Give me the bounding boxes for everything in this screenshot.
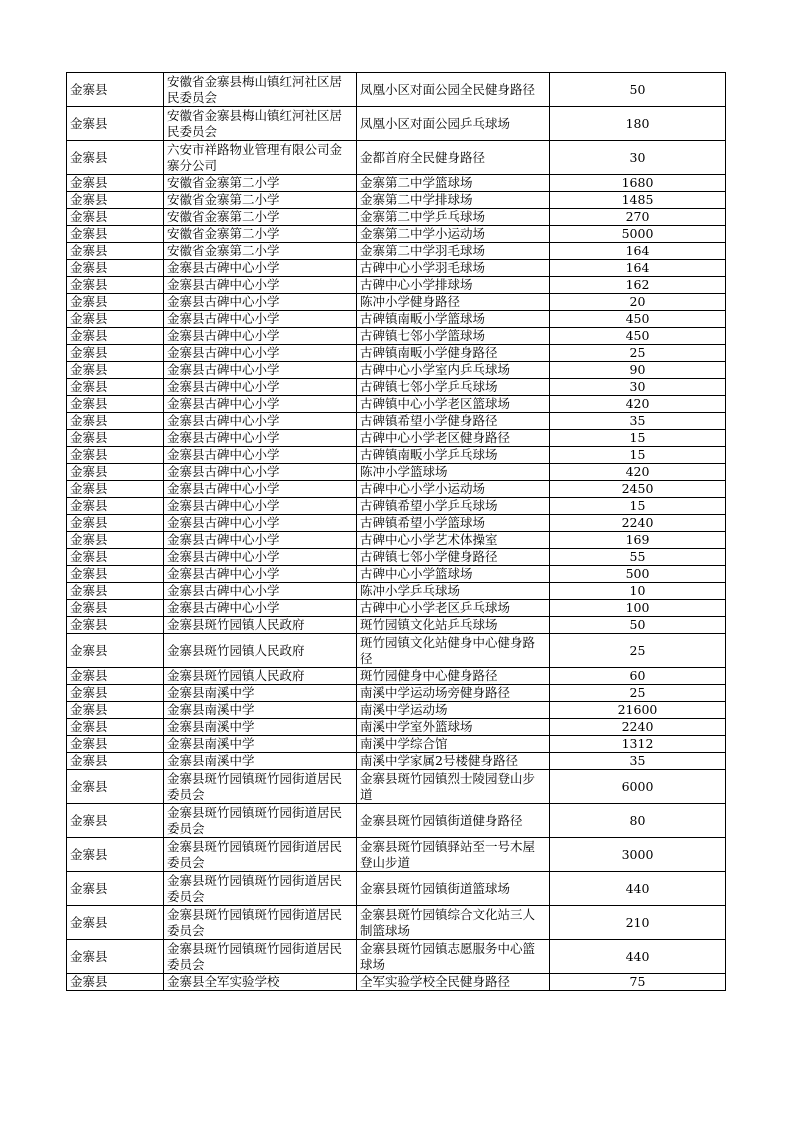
unit-cell: 金寨县古碑中心小学 [164, 328, 357, 345]
area-cell: 1485 [550, 192, 726, 209]
venue-cell: 金寨第二中学篮球场 [357, 175, 550, 192]
unit-cell: 金寨县古碑中心小学 [164, 277, 357, 294]
table-row [67, 481, 726, 498]
area-cell: 15 [550, 447, 726, 464]
venue-cell: 金寨县斑竹园镇街道篮球场 [357, 872, 550, 906]
table-row [67, 770, 726, 804]
unit-cell: 金寨县古碑中心小学 [164, 600, 357, 617]
venue-cell: 古碑中心小学室内乒乓球场 [357, 362, 550, 379]
table-row [67, 804, 726, 838]
area-cell: 20 [550, 294, 726, 311]
county-cell: 金寨县 [67, 617, 164, 634]
venue-cell: 南溪中学室外篮球场 [357, 719, 550, 736]
county-cell: 金寨县 [67, 685, 164, 702]
table-row [67, 872, 726, 906]
table-row [67, 600, 726, 617]
unit-cell: 金寨县古碑中心小学 [164, 294, 357, 311]
unit-cell: 安徽省金寨第二小学 [164, 175, 357, 192]
table-row [67, 566, 726, 583]
unit-cell: 金寨县古碑中心小学 [164, 345, 357, 362]
area-cell: 10 [550, 583, 726, 600]
venue-cell: 斑竹园健身中心健身路径 [357, 668, 550, 685]
table-row [67, 294, 726, 311]
unit-cell: 金寨县南溪中学 [164, 685, 357, 702]
area-cell: 80 [550, 804, 726, 838]
area-cell: 6000 [550, 770, 726, 804]
county-cell: 金寨县 [67, 481, 164, 498]
county-cell: 金寨县 [67, 362, 164, 379]
unit-cell: 金寨县斑竹园镇人民政府 [164, 634, 357, 668]
table-row [67, 379, 726, 396]
area-cell: 169 [550, 532, 726, 549]
unit-cell: 金寨县古碑中心小学 [164, 260, 357, 277]
unit-cell: 金寨县斑竹园镇人民政府 [164, 617, 357, 634]
county-cell: 金寨县 [67, 175, 164, 192]
area-cell: 2240 [550, 515, 726, 532]
area-cell: 210 [550, 906, 726, 940]
table-row [67, 243, 726, 260]
unit-cell: 安徽省金寨县梅山镇红河社区居民委员会 [164, 107, 357, 141]
unit-cell: 安徽省金寨第二小学 [164, 226, 357, 243]
table-row [67, 549, 726, 566]
venue-cell: 古碑镇南畈小学乒乓球场 [357, 447, 550, 464]
county-cell: 金寨县 [67, 243, 164, 260]
county-cell: 金寨县 [67, 668, 164, 685]
venue-cell: 金寨县斑竹园镇志愿服务中心篮球场 [357, 940, 550, 974]
unit-cell: 金寨县古碑中心小学 [164, 583, 357, 600]
table-row [67, 753, 726, 770]
county-cell: 金寨县 [67, 345, 164, 362]
unit-cell: 金寨县古碑中心小学 [164, 379, 357, 396]
area-cell: 5000 [550, 226, 726, 243]
county-cell: 金寨县 [67, 566, 164, 583]
facility-table-body [67, 73, 726, 991]
area-cell: 270 [550, 209, 726, 226]
table-row [67, 940, 726, 974]
county-cell: 金寨县 [67, 549, 164, 566]
area-cell: 450 [550, 328, 726, 345]
venue-cell: 金寨县斑竹园镇综合文化站三人制篮球场 [357, 906, 550, 940]
area-cell: 25 [550, 634, 726, 668]
area-cell: 100 [550, 600, 726, 617]
unit-cell: 金寨县南溪中学 [164, 702, 357, 719]
county-cell: 金寨县 [67, 73, 164, 107]
venue-cell: 古碑中心小学排球场 [357, 277, 550, 294]
table-row [67, 736, 726, 753]
table-row [67, 362, 726, 379]
county-cell: 金寨县 [67, 107, 164, 141]
venue-cell: 斑竹园镇文化站健身中心健身路径 [357, 634, 550, 668]
table-row [67, 141, 726, 175]
unit-cell: 金寨县古碑中心小学 [164, 362, 357, 379]
table-row [67, 515, 726, 532]
venue-cell: 凤凰小区对面公园全民健身路径 [357, 73, 550, 107]
area-cell: 55 [550, 549, 726, 566]
unit-cell: 金寨县古碑中心小学 [164, 447, 357, 464]
venue-cell: 古碑中心小学艺术体操室 [357, 532, 550, 549]
table-row [67, 974, 726, 991]
table-row [67, 668, 726, 685]
table-row [67, 532, 726, 549]
unit-cell: 金寨县南溪中学 [164, 719, 357, 736]
area-cell: 30 [550, 379, 726, 396]
unit-cell: 金寨县古碑中心小学 [164, 532, 357, 549]
venue-cell: 古碑中心小学老区健身路径 [357, 430, 550, 447]
unit-cell: 金寨县古碑中心小学 [164, 396, 357, 413]
unit-cell: 安徽省金寨第二小学 [164, 192, 357, 209]
county-cell: 金寨县 [67, 872, 164, 906]
table-row [67, 583, 726, 600]
venue-cell: 古碑镇希望小学篮球场 [357, 515, 550, 532]
county-cell: 金寨县 [67, 515, 164, 532]
county-cell: 金寨县 [67, 532, 164, 549]
county-cell: 金寨县 [67, 753, 164, 770]
unit-cell: 金寨县南溪中学 [164, 736, 357, 753]
area-cell: 50 [550, 73, 726, 107]
unit-cell: 金寨县古碑中心小学 [164, 481, 357, 498]
area-cell: 60 [550, 668, 726, 685]
table-row [67, 719, 726, 736]
unit-cell: 金寨县古碑中心小学 [164, 413, 357, 430]
area-cell: 2240 [550, 719, 726, 736]
county-cell: 金寨县 [67, 702, 164, 719]
area-cell: 90 [550, 362, 726, 379]
area-cell: 180 [550, 107, 726, 141]
venue-cell: 南溪中学家属2号楼健身路径 [357, 753, 550, 770]
county-cell: 金寨县 [67, 226, 164, 243]
table-row [67, 702, 726, 719]
area-cell: 30 [550, 141, 726, 175]
venue-cell: 金寨第二中学排球场 [357, 192, 550, 209]
venue-cell: 凤凰小区对面公园乒乓球场 [357, 107, 550, 141]
county-cell: 金寨县 [67, 634, 164, 668]
table-row [67, 634, 726, 668]
venue-cell: 古碑镇七邻小学健身路径 [357, 549, 550, 566]
county-cell: 金寨县 [67, 379, 164, 396]
venue-cell: 金寨县斑竹园镇烈士陵园登山步道 [357, 770, 550, 804]
venue-cell: 古碑中心小学篮球场 [357, 566, 550, 583]
unit-cell: 六安市祥路物业管理有限公司金寨分公司 [164, 141, 357, 175]
area-cell: 50 [550, 617, 726, 634]
venue-cell: 古碑中心小学老区乒乓球场 [357, 600, 550, 617]
area-cell: 440 [550, 940, 726, 974]
venue-cell: 斑竹园镇文化站乒乓球场 [357, 617, 550, 634]
area-cell: 1312 [550, 736, 726, 753]
unit-cell: 金寨县古碑中心小学 [164, 498, 357, 515]
county-cell: 金寨县 [67, 974, 164, 991]
area-cell: 450 [550, 311, 726, 328]
table-row [67, 396, 726, 413]
county-cell: 金寨县 [67, 277, 164, 294]
county-cell: 金寨县 [67, 141, 164, 175]
unit-cell: 金寨县全军实验学校 [164, 974, 357, 991]
county-cell: 金寨县 [67, 447, 164, 464]
table-row [67, 345, 726, 362]
area-cell: 1680 [550, 175, 726, 192]
county-cell: 金寨县 [67, 498, 164, 515]
unit-cell: 金寨县南溪中学 [164, 753, 357, 770]
unit-cell: 金寨县古碑中心小学 [164, 566, 357, 583]
table-row [67, 192, 726, 209]
area-cell: 500 [550, 566, 726, 583]
county-cell: 金寨县 [67, 464, 164, 481]
county-cell: 金寨县 [67, 396, 164, 413]
area-cell: 164 [550, 260, 726, 277]
area-cell: 2450 [550, 481, 726, 498]
area-cell: 420 [550, 464, 726, 481]
area-cell: 420 [550, 396, 726, 413]
table-row [67, 328, 726, 345]
venue-cell: 陈冲小学篮球场 [357, 464, 550, 481]
unit-cell: 金寨县古碑中心小学 [164, 311, 357, 328]
unit-cell: 安徽省金寨第二小学 [164, 209, 357, 226]
area-cell: 15 [550, 430, 726, 447]
table-row [67, 73, 726, 107]
table-row [67, 430, 726, 447]
venue-cell: 金寨县斑竹园镇街道健身路径 [357, 804, 550, 838]
table-row [67, 277, 726, 294]
area-cell: 25 [550, 685, 726, 702]
area-cell: 25 [550, 345, 726, 362]
county-cell: 金寨县 [67, 311, 164, 328]
unit-cell: 金寨县斑竹园镇斑竹园街道居民委员会 [164, 770, 357, 804]
county-cell: 金寨县 [67, 209, 164, 226]
table-row [67, 906, 726, 940]
unit-cell: 金寨县古碑中心小学 [164, 515, 357, 532]
area-cell: 21600 [550, 702, 726, 719]
area-cell: 35 [550, 413, 726, 430]
county-cell: 金寨县 [67, 328, 164, 345]
county-cell: 金寨县 [67, 294, 164, 311]
venue-cell: 金寨县斑竹园镇驿站至一号木屋登山步道 [357, 838, 550, 872]
unit-cell: 金寨县斑竹园镇人民政府 [164, 668, 357, 685]
unit-cell: 安徽省金寨第二小学 [164, 243, 357, 260]
venue-cell: 金寨第二中学小运动场 [357, 226, 550, 243]
table-row [67, 107, 726, 141]
unit-cell: 金寨县斑竹园镇斑竹园街道居民委员会 [164, 804, 357, 838]
county-cell: 金寨县 [67, 906, 164, 940]
county-cell: 金寨县 [67, 719, 164, 736]
facility-table [66, 72, 726, 991]
county-cell: 金寨县 [67, 413, 164, 430]
venue-cell: 古碑镇南畈小学健身路径 [357, 345, 550, 362]
unit-cell: 金寨县斑竹园镇斑竹园街道居民委员会 [164, 872, 357, 906]
area-cell: 35 [550, 753, 726, 770]
venue-cell: 金寨第二中学羽毛球场 [357, 243, 550, 260]
area-cell: 162 [550, 277, 726, 294]
county-cell: 金寨县 [67, 940, 164, 974]
venue-cell: 古碑镇希望小学乒乓球场 [357, 498, 550, 515]
venue-cell: 南溪中学运动场旁健身路径 [357, 685, 550, 702]
area-cell: 164 [550, 243, 726, 260]
table-row [67, 209, 726, 226]
venue-cell: 全军实验学校全民健身路径 [357, 974, 550, 991]
venue-cell: 南溪中学运动场 [357, 702, 550, 719]
table-row [67, 260, 726, 277]
county-cell: 金寨县 [67, 838, 164, 872]
table-row [67, 447, 726, 464]
venue-cell: 南溪中学综合馆 [357, 736, 550, 753]
unit-cell: 金寨县古碑中心小学 [164, 430, 357, 447]
county-cell: 金寨县 [67, 600, 164, 617]
venue-cell: 古碑中心小学羽毛球场 [357, 260, 550, 277]
venue-cell: 古碑镇七邻小学篮球场 [357, 328, 550, 345]
unit-cell: 金寨县斑竹园镇斑竹园街道居民委员会 [164, 940, 357, 974]
county-cell: 金寨县 [67, 260, 164, 277]
unit-cell: 安徽省金寨县梅山镇红河社区居民委员会 [164, 73, 357, 107]
county-cell: 金寨县 [67, 770, 164, 804]
table-row [67, 464, 726, 481]
county-cell: 金寨县 [67, 583, 164, 600]
venue-cell: 古碑镇希望小学健身路径 [357, 413, 550, 430]
area-cell: 440 [550, 872, 726, 906]
venue-cell: 古碑镇中心小学老区篮球场 [357, 396, 550, 413]
unit-cell: 金寨县古碑中心小学 [164, 549, 357, 566]
venue-cell: 陈冲小学乒乓球场 [357, 583, 550, 600]
venue-cell: 古碑镇七邻小学乒乓球场 [357, 379, 550, 396]
county-cell: 金寨县 [67, 430, 164, 447]
unit-cell: 金寨县斑竹园镇斑竹园街道居民委员会 [164, 906, 357, 940]
table-row [67, 175, 726, 192]
table-row [67, 311, 726, 328]
table-row [67, 838, 726, 872]
unit-cell: 金寨县斑竹园镇斑竹园街道居民委员会 [164, 838, 357, 872]
county-cell: 金寨县 [67, 736, 164, 753]
venue-cell: 陈冲小学健身路径 [357, 294, 550, 311]
table-row [67, 617, 726, 634]
area-cell: 75 [550, 974, 726, 991]
county-cell: 金寨县 [67, 804, 164, 838]
venue-cell: 金都首府全民健身路径 [357, 141, 550, 175]
county-cell: 金寨县 [67, 192, 164, 209]
venue-cell: 金寨第二中学乒乓球场 [357, 209, 550, 226]
venue-cell: 古碑镇南畈小学篮球场 [357, 311, 550, 328]
area-cell: 15 [550, 498, 726, 515]
unit-cell: 金寨县古碑中心小学 [164, 464, 357, 481]
table-row [67, 226, 726, 243]
table-row [67, 498, 726, 515]
venue-cell: 古碑中心小学小运动场 [357, 481, 550, 498]
table-row [67, 685, 726, 702]
table-row [67, 413, 726, 430]
area-cell: 3000 [550, 838, 726, 872]
